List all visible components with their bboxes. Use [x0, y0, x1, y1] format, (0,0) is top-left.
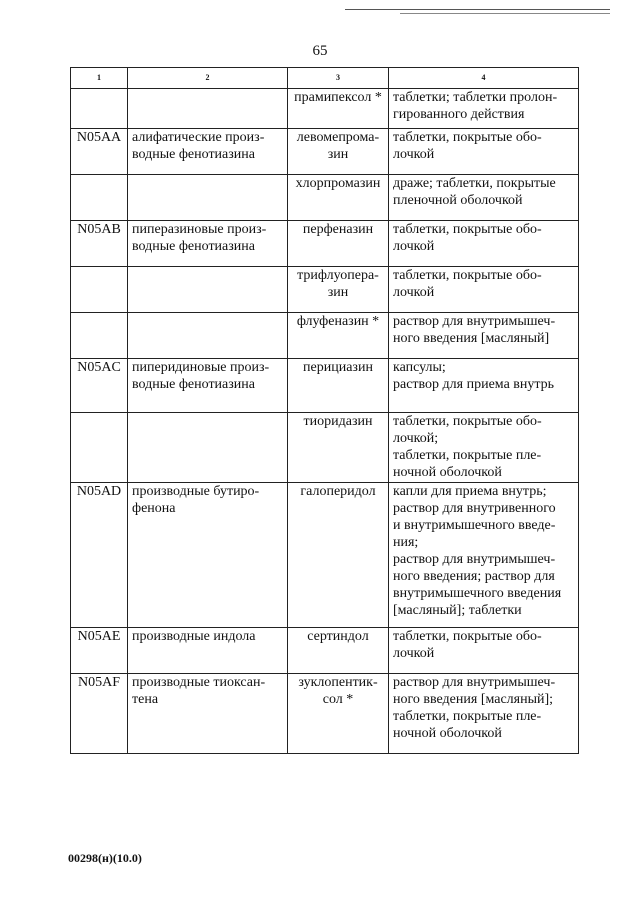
drug-name-cell: перициазин — [288, 359, 389, 413]
atc-code-cell: N05AA — [71, 129, 128, 175]
document-code-footer: 00298(н)(10.0) — [68, 851, 142, 865]
group-name-cell: производные тиоксан- тена — [128, 674, 288, 754]
group-name-cell: производные индола — [128, 628, 288, 674]
drug-table — [70, 67, 579, 754]
group-name-cell — [128, 313, 288, 359]
drug-name-cell: прамипексол * — [288, 89, 389, 129]
top-rule-secondary — [400, 13, 610, 14]
table-row — [71, 221, 579, 267]
page-number: 65 — [312, 43, 328, 59]
atc-code-cell: N05AF — [71, 674, 128, 754]
column-header: 1 — [71, 68, 128, 89]
dosage-form-cell: раствор для внутримышеч- ного введения [масляный] — [389, 313, 579, 359]
table-body — [71, 89, 579, 754]
group-name-cell — [128, 267, 288, 313]
column-header: 3 — [288, 68, 389, 89]
dosage-form-cell: раствор для внутримышеч- ного введения [масляный]; таблетки, покрытые пле- ночной оболочкой — [389, 674, 579, 754]
dosage-form-cell: таблетки; таблетки пролон- гированного действия — [389, 89, 579, 129]
drug-name-cell: трифлуопера- зин — [288, 267, 389, 313]
group-name-cell: производные бутиро- фенона — [128, 483, 288, 628]
dosage-form-cell: капли для приема внутрь; раствор для внутривенного и внутримышечного введе- ния; раствор для внутримышеч- ного введения; раствор для внутримышечного введения [масляный]; таблетки — [389, 483, 579, 628]
group-name-cell — [128, 89, 288, 129]
drug-name-cell: тиоридазин — [288, 413, 389, 483]
drug-name-cell: хлорпромазин — [288, 175, 389, 221]
atc-code-cell — [71, 413, 128, 483]
table-header-row — [71, 68, 579, 89]
atc-code-cell — [71, 175, 128, 221]
table-row — [71, 89, 579, 129]
group-name-cell: алифатические произ- водные фенотиазина — [128, 129, 288, 175]
drug-name-cell: галоперидол — [288, 483, 389, 628]
atc-code-cell: N05AD — [71, 483, 128, 628]
dosage-form-cell: таблетки, покрытые обо- лочкой — [389, 267, 579, 313]
drug-name-cell: зуклопентик- сол * — [288, 674, 389, 754]
table-row — [71, 413, 579, 483]
drug-name-cell: левомепрома- зин — [288, 129, 389, 175]
column-header: 4 — [389, 68, 579, 89]
dosage-form-cell: таблетки, покрытые обо- лочкой — [389, 628, 579, 674]
group-name-cell: пиперазиновые произ- водные фенотиазина — [128, 221, 288, 267]
atc-code-cell — [71, 267, 128, 313]
table-row — [71, 483, 579, 628]
table-row — [71, 674, 579, 754]
group-name-cell — [128, 413, 288, 483]
atc-code-cell: N05AE — [71, 628, 128, 674]
table-row — [71, 267, 579, 313]
atc-code-cell — [71, 313, 128, 359]
atc-code-cell: N05AC — [71, 359, 128, 413]
dosage-form-cell: таблетки, покрытые обо- лочкой; таблетки, покрытые пле- ночной оболочкой — [389, 413, 579, 483]
table-row — [71, 175, 579, 221]
atc-code-cell: N05AB — [71, 221, 128, 267]
atc-code-cell — [71, 89, 128, 129]
dosage-form-cell: капсулы; раствор для приема внутрь — [389, 359, 579, 413]
dosage-form-cell: драже; таблетки, покрытые пленочной оболочкой — [389, 175, 579, 221]
table-row — [71, 359, 579, 413]
group-name-cell — [128, 175, 288, 221]
table-row — [71, 129, 579, 175]
table-row — [71, 628, 579, 674]
group-name-cell: пиперидиновые произ- водные фенотиазина — [128, 359, 288, 413]
column-header: 2 — [128, 68, 288, 89]
dosage-form-cell: таблетки, покрытые обо- лочкой — [389, 129, 579, 175]
dosage-form-cell: таблетки, покрытые обо- лочкой — [389, 221, 579, 267]
top-rule — [345, 9, 610, 10]
drug-name-cell: сертиндол — [288, 628, 389, 674]
drug-name-cell: флуфеназин * — [288, 313, 389, 359]
drug-name-cell: перфеназин — [288, 221, 389, 267]
table-row — [71, 313, 579, 359]
